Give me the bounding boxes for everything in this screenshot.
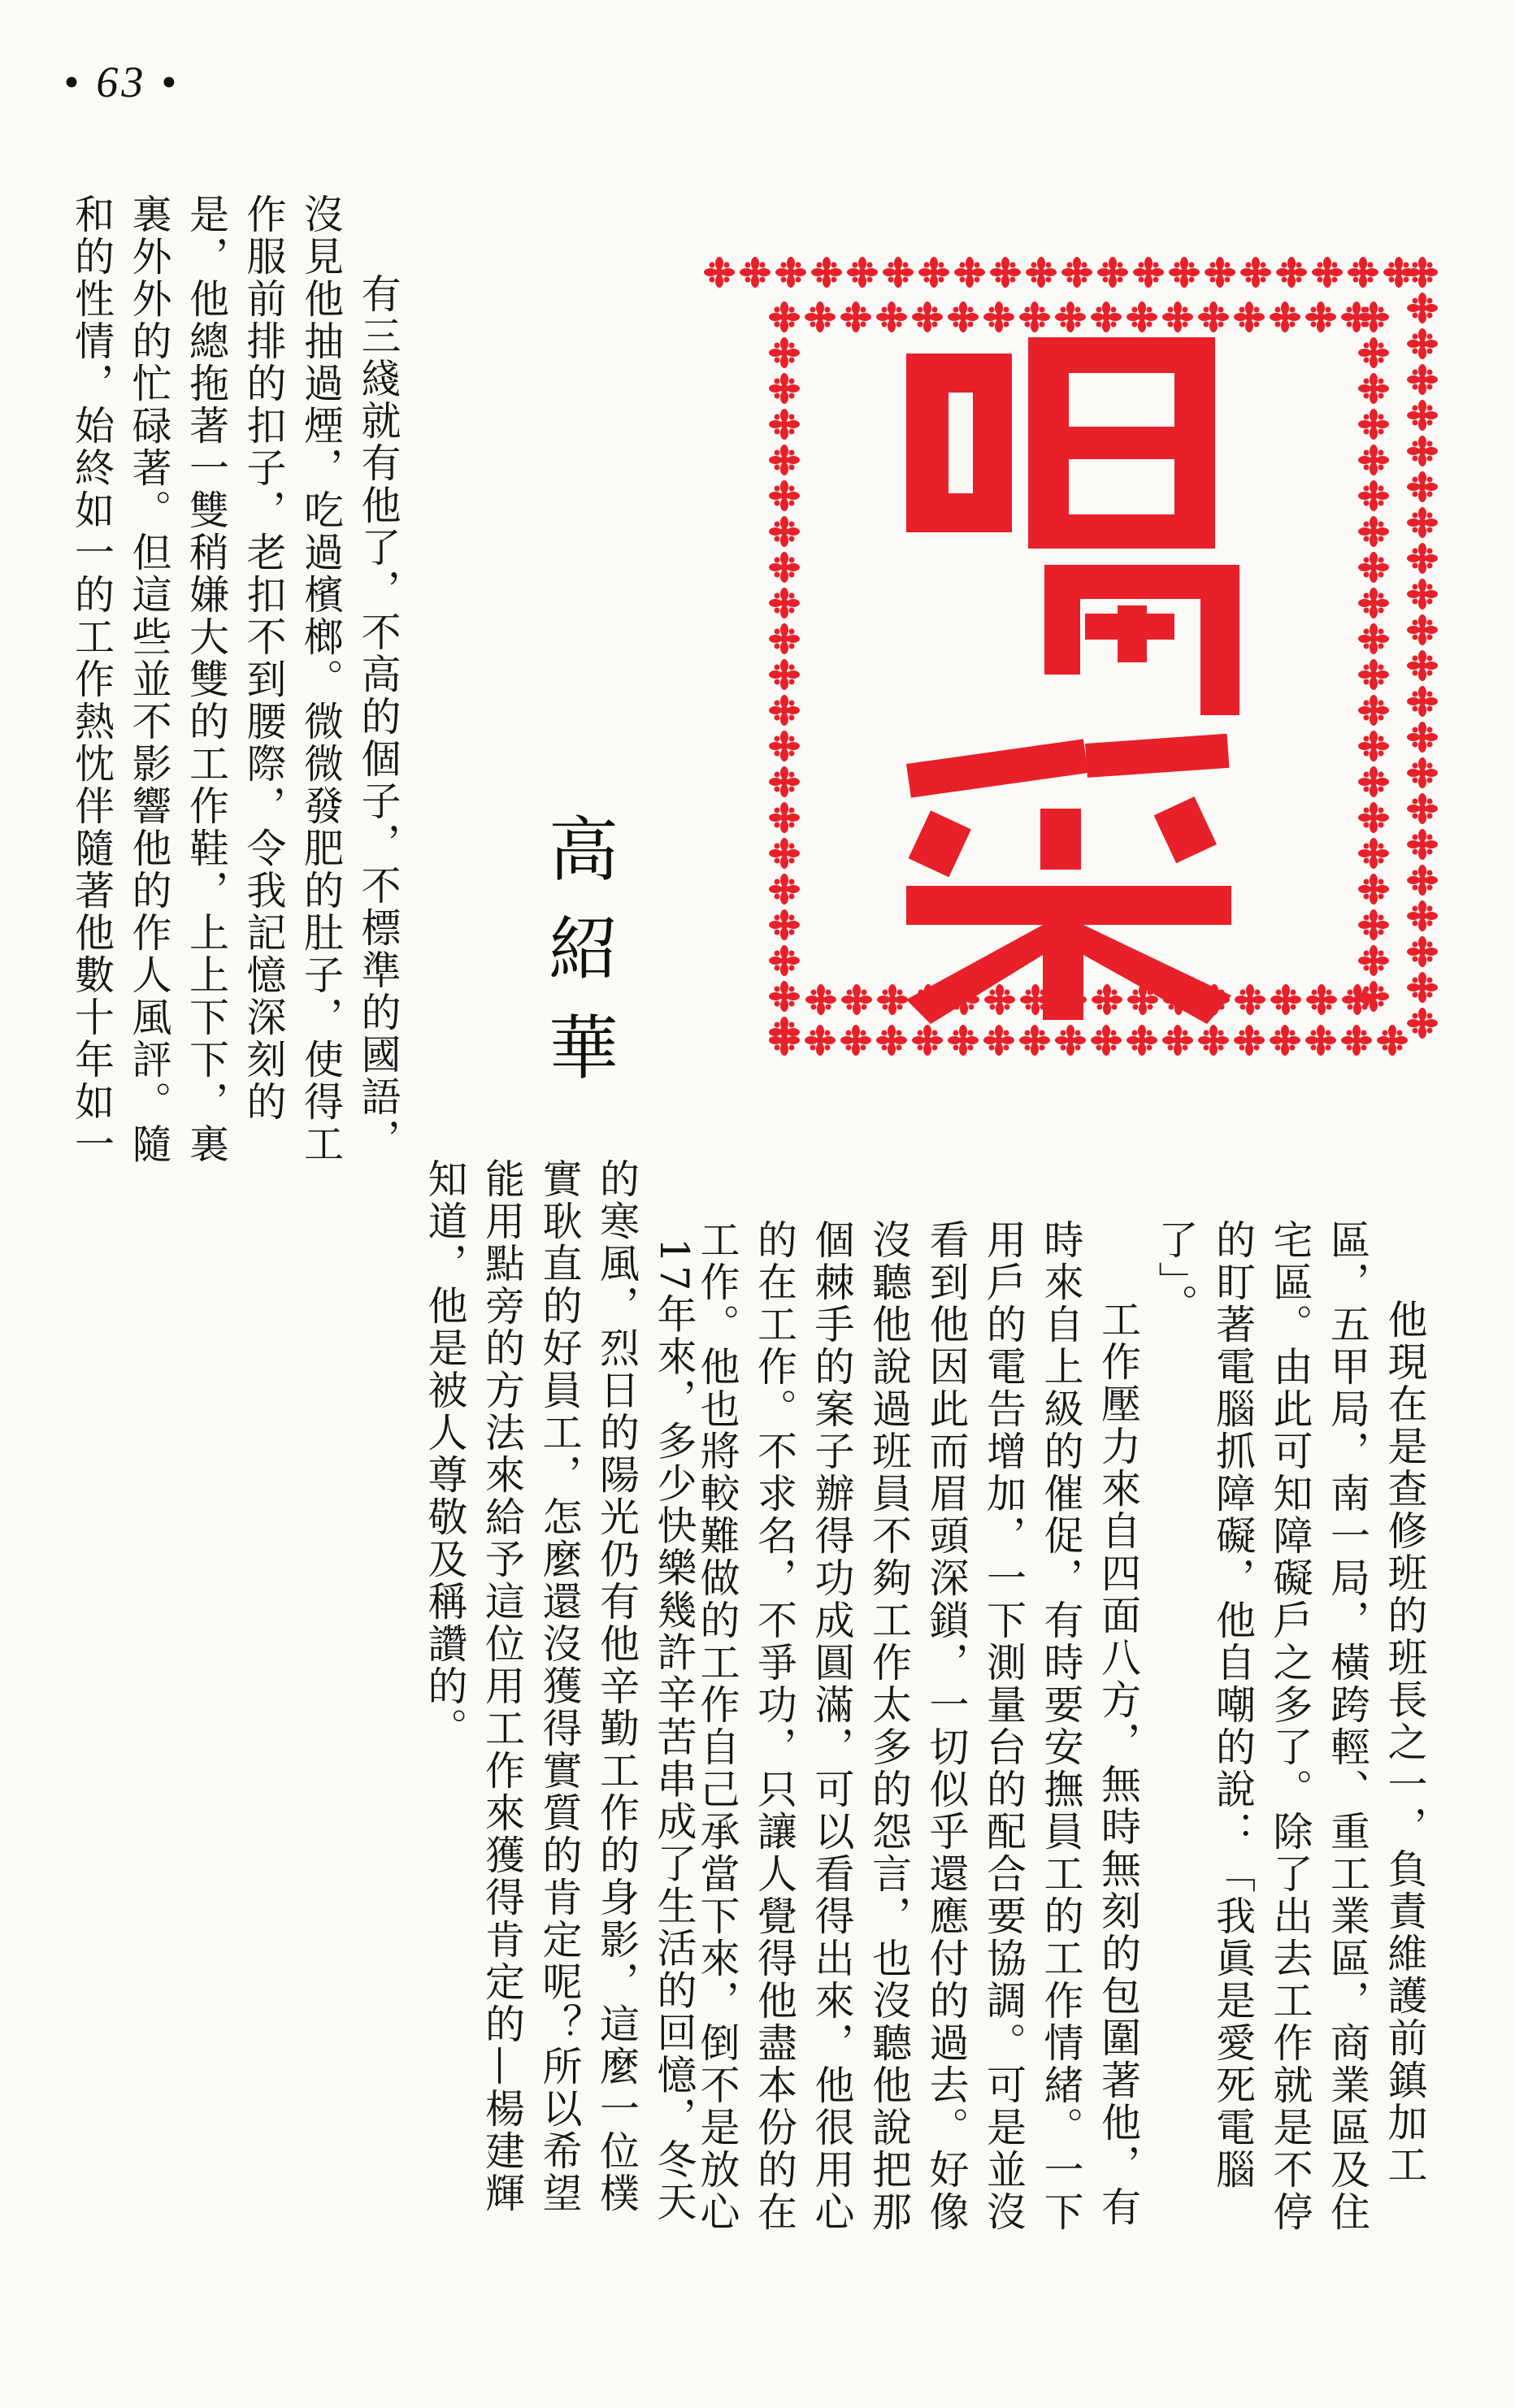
body-text-upper-left (57, 193, 406, 1193)
page-number: • 63 • (63, 58, 180, 106)
title-box (703, 256, 1439, 1056)
body-text-lower-right (685, 1219, 1433, 2267)
paragraph: 有三綫就有他了，不高的個子，不標準的國語，沒見他抽過煙，吃過檳榔。微微發肥的肚子，使得工作服前排的扣子，老扣不到腰際，令我記憶深刻的是，他總拖著一雙稍嫌大雙的工作鞋，上上下下，裏裏外外的忙碌著。但這些並不影響他的作人風評。隨和的性情，始終如一的工作熱忱伴隨著他數十年如一 (68, 193, 402, 1165)
paragraph: 17年來，多少快樂幾許辛苦串成了生活的回憶，冬天的寒風，烈日的陽光仍有他辛勤工作的身影，這麼一位樸實耿直的好員工，怎麼還沒獲得實質的肯定呢？所以希望能用點旁的方法來給予這位用工作來獲得肯定的—楊建輝知道，他是被人尊敬及稱讚的。 (422, 1158, 697, 2224)
author-name: 高紹華 (536, 813, 618, 1110)
paragraph: 工作壓力來自四面八方，無時無刻的包圍著他，有時來自上級的催促，有時要安撫員工的工作情緒。一下用戶的電告增加，一下測量台的配合要協調。可是並沒看到他因此而眉頭深鎖，一切似乎還應付的過去。好像沒聽他說過班員不夠工作太多的怨言，也沒聽他說把那個棘手的案子辦得功成圓滿，可以看得出來，他很用心的在工作。不求名，不爭功，只讓人覺得他盡本份的在工作。他也將較難做的工作自己承當下來，倒不是放心 (694, 1219, 1142, 2233)
body-text-lower-left (52, 1158, 702, 2255)
title-glyph-he (906, 337, 1239, 715)
title-glyph-cai (906, 734, 1231, 1024)
ornamental-border (703, 256, 1439, 1056)
paragraph: 他現在是查修班的班長之一，負責維護前鎮加工區，五甲局，南一局，橫跨輕、重工業區，商業區及住宅區。由此可知障礙戶之多了。除了出去工作就是不停的盯著電腦抓障礙，他自嘲的說：「我眞是愛死電腦了」。 (1153, 1219, 1428, 2233)
